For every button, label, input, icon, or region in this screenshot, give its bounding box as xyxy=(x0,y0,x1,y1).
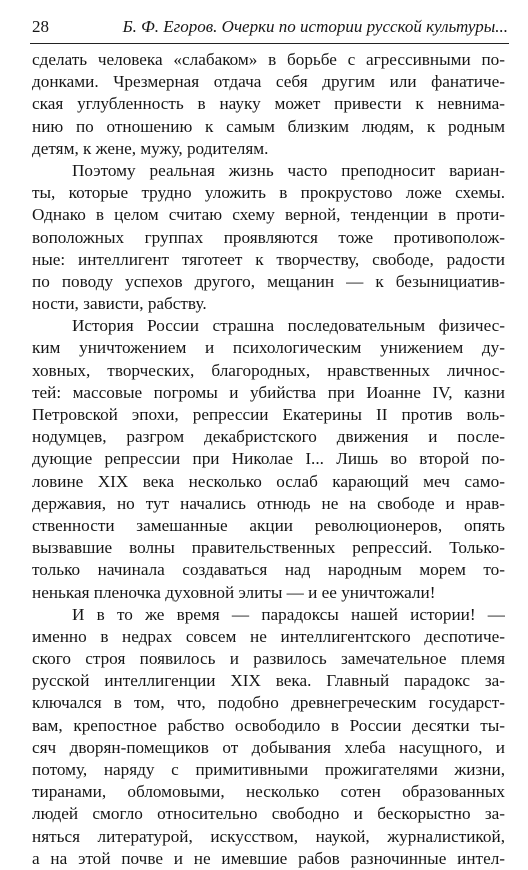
text-line: История России страшна последовательным физичес- xyxy=(72,316,505,336)
text-line: нодумцев, разгром декабристского движения и после- xyxy=(32,427,505,447)
text-line: а на этой почве и не имевшие рабов разночинные интел- xyxy=(32,848,505,868)
body-text xyxy=(32,49,505,870)
page-number: 28 xyxy=(32,17,49,36)
text-line: тей: массовые погромы и убийства при Иоанне IV, казни xyxy=(32,382,505,402)
text-line: Однако в целом считаю схему верной, тенденции в проти- xyxy=(32,205,505,225)
text-line: сделать человека «слабаком» в борьбе с агрессивными по- xyxy=(32,50,505,69)
text-line: ненькая пленочка духовной элиты — и ее уничтожали! xyxy=(32,582,436,602)
text-line: донками. Чрезмерная отдача себя другим или фанатиче- xyxy=(32,72,505,92)
text-line: вызвавшие волны правительственных репрессий. Только- xyxy=(32,538,505,558)
text-line: дующие репрессии при Николае I... Лишь во второй по- xyxy=(32,449,505,469)
text-line: по поводу успехов другого, мещанин — к безынициатив- xyxy=(32,271,505,291)
text-line: ты, которые трудно уложить в прокрустово ложе схемы. xyxy=(32,183,505,203)
text-line: воположных группах проявляются тоже противополож- xyxy=(32,227,505,247)
page-header xyxy=(32,16,508,38)
text-line: сяч дворян-помещиков от добывания хлеба насущного, и xyxy=(32,737,505,757)
text-line: людей смогло относительно свободно и бескорыстно за- xyxy=(32,804,505,824)
text-line: ключался в том, что, подобно древнегреческим государст- xyxy=(32,693,505,713)
text-line: тиранами, обломовыми, несколько сотен образованных xyxy=(32,782,505,802)
text-line: вам, крепостное рабство освободило в России десятки ты- xyxy=(32,715,505,735)
text-line: ственности замешанные акции революционеров, опять xyxy=(32,515,505,535)
text-line: ховных, творческих, благородных, нравственных личнос- xyxy=(32,360,505,380)
paragraph xyxy=(32,160,505,315)
text-line: нию по отношению к самым близким людям, к родным xyxy=(32,116,505,136)
text-line: державия, но тут начались отнюдь не на свободе и нрав- xyxy=(32,493,505,513)
text-line: ким уничтожением и психологическим унижением ду- xyxy=(32,338,505,358)
text-line: Петровской эпохи, репрессии Екатерины II против воль- xyxy=(32,405,505,424)
text-line: ности, зависти, рабству. xyxy=(32,294,207,314)
text-line: русской интеллигенции XIX века. Главный парадокс за- xyxy=(32,671,505,691)
paragraph xyxy=(32,315,505,603)
text-line: именно в недрах совсем не интеллигентского деспотиче- xyxy=(32,626,505,646)
text-line: детям, к жене, мужу, родителям. xyxy=(32,138,269,158)
text-line: ского строя появилось и развилось замечательное племя xyxy=(32,649,505,669)
paragraph xyxy=(32,604,505,870)
text-line: Поэтому реальная жизнь часто преподносит вариан- xyxy=(72,160,505,180)
text-line: ская углубленность в науку может привести к невнима- xyxy=(32,94,505,114)
text-line: только начинала создаваться над народным морем то- xyxy=(32,560,505,580)
text-line: ловине XIX века несколько ослаб карающий меч само- xyxy=(32,471,505,491)
text-line: няться литературой, искусством, наукой, журналистикой, xyxy=(32,826,505,846)
text-line: ные: интеллигент тяготеет к творчеству, свободе, радости xyxy=(32,249,505,269)
header-rule xyxy=(30,43,509,44)
running-head: Б. Ф. Егоров. Очерки по истории русской культуры... xyxy=(122,17,508,36)
text-line: И в то же время — парадоксы нашей истории! — xyxy=(72,604,505,624)
text-line: потому, наряду с примитивными прожигателями жизни, xyxy=(32,760,505,779)
paragraph xyxy=(32,49,505,160)
